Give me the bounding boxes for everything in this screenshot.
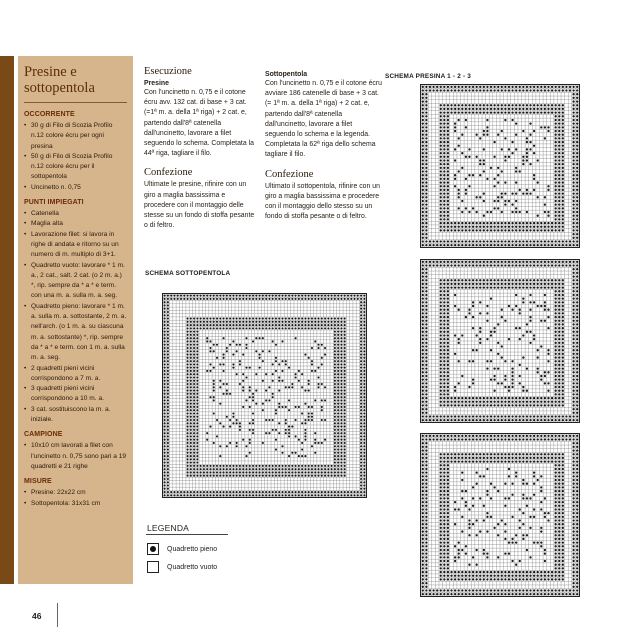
filet-grid-svg	[163, 294, 366, 497]
list-item: • Quadretto pieno: lavorare * 1 m. a. sulla m. a. sottostante, 2 m. a. nell'arch. (o 1 m. a. su ciascuna m. a. sottostante) *, rip. sempre da * a * e term. con 1 m. a. sulla m. a. seg.	[24, 302, 127, 364]
sottopentola-heading: Sottopentola	[265, 71, 308, 78]
list-item: • Presine: 22x22 cm	[24, 488, 127, 498]
materials-sidebar	[18, 56, 133, 584]
sidebar-title: Presine e sottopentola	[24, 64, 127, 103]
list-item: • Lavorazione filet: si lavora in righe di andata e ritorno su un numero di m. multiplo di 3+1.	[24, 230, 127, 261]
list-item: • 2 quadretti pieni vicini corrispondono a 7 m. a.	[24, 364, 127, 385]
schema-presina-label: SCHEMA PRESINA 1 - 2 - 3	[385, 73, 471, 80]
list-item: • 3 cat. sostituiscono la m. a. iniziale.	[24, 405, 127, 426]
sottopentola-column	[265, 66, 382, 230]
list-item: • Maglia alta	[24, 219, 127, 229]
list-item: • 50 g di Filo di Scozia Profilo n.12 colore écru per il sottopentola	[24, 152, 127, 183]
sottopentola-confezione-text: Ultimato il sottopentola, rifinire con un giro a maglia bassissima e procedere con il montaggio dello stesso su un fondo di stoffa pesante o di feltro.	[265, 182, 380, 221]
page-spine-bar	[0, 56, 14, 584]
campione-heading: CAMPIONE	[24, 431, 63, 439]
list-item: • Sottopentola: 31x31 cm	[24, 499, 127, 509]
occorrente-list	[24, 121, 127, 193]
legend-divider	[146, 534, 228, 535]
list-item: • 10x10 cm lavorati a filet con l'uncinetto n. 0,75 sono pari a 19 quadretti e 21 righe	[24, 441, 127, 472]
campione-list	[24, 441, 127, 472]
presina-chart-2	[420, 259, 580, 423]
occorrente-heading: OCCORRENTE	[24, 111, 75, 118]
filled-square-icon	[147, 543, 159, 555]
presine-heading: Presine	[144, 80, 169, 87]
list-item: • 30 g di Filo di Scozia Profilo n.12 colore écru per ogni presina	[24, 121, 127, 152]
sottopentola-chart	[162, 293, 367, 498]
presina-chart-3	[420, 433, 580, 597]
empty-square-icon	[147, 561, 159, 573]
misure-heading: MISURE	[24, 478, 52, 486]
confezione-title-2: Confezione	[265, 168, 314, 180]
list-item: • Uncinetto n. 0,75	[24, 183, 127, 193]
presine-instructions: Con l'uncinetto n. 0,75 e il cotone écru avv. 132 cat. di base + 3 cat. (=1ª m. a. della 1ª riga) + 2 cat. e, partendo dall'8ª catenella dall'uncinetto, lavorare a filet seguendo lo schema. Completata la 44ª riga, tagliare il filo.	[144, 89, 254, 158]
list-item: • Catenella	[24, 209, 127, 219]
punti-heading: PUNTI IMPIEGATI	[24, 199, 84, 207]
filet-grid-svg	[421, 260, 579, 422]
confezione-title: Confezione	[144, 167, 193, 179]
list-item: • Quadretto vuoto: lavorare * 1 m. a., 2 cat., salt. 2 cat. (o 2 m. a.) *, rip. sempre da * a * e term. con una m. a. sulla m. a. seg.	[24, 261, 127, 302]
esecuzione-title: Esecuzione	[144, 66, 192, 77]
misure-list	[24, 488, 127, 509]
legend-label-vuoto: Quadretto vuoto	[167, 563, 218, 571]
schema-sottopentola-label: SCHEMA SOTTOPENTOLA	[145, 270, 231, 277]
presina-chart-1	[420, 84, 580, 248]
filet-grid-svg	[421, 434, 579, 596]
filet-grid-svg	[421, 85, 579, 247]
legend-title: LEGENDA	[147, 523, 190, 533]
presine-confezione-text: Ultimate le presine, rifinire con un giro a maglia bassissima e procedere con il montaggio delle stesse su un fondo di stoffa pesante o di feltro.	[144, 181, 255, 230]
legend-label-pieno: Quadretto pieno	[167, 545, 218, 553]
legend-item-pieno	[147, 543, 217, 555]
presine-column	[144, 66, 256, 239]
list-item: • 3 quadretti pieni vicini corrispondono a 10 m. a.	[24, 384, 127, 405]
legend-item-vuoto	[147, 561, 217, 573]
punti-list	[24, 209, 127, 425]
page-number-divider	[57, 603, 58, 627]
page-number: 46	[32, 611, 42, 621]
sottopentola-instructions: Con l'uncinetto n. 0,75 e il cotone écru avviare 186 catenelle di base + 3 cat. (= 1ª m. a. della 1ª riga) + 2 cat. e, partendo dall'8ª catenella dall'uncinetto, lavorare a filet seguendo lo schema e la legenda. Completata la 62ª riga dello schema tagliare il filo.	[265, 80, 382, 159]
